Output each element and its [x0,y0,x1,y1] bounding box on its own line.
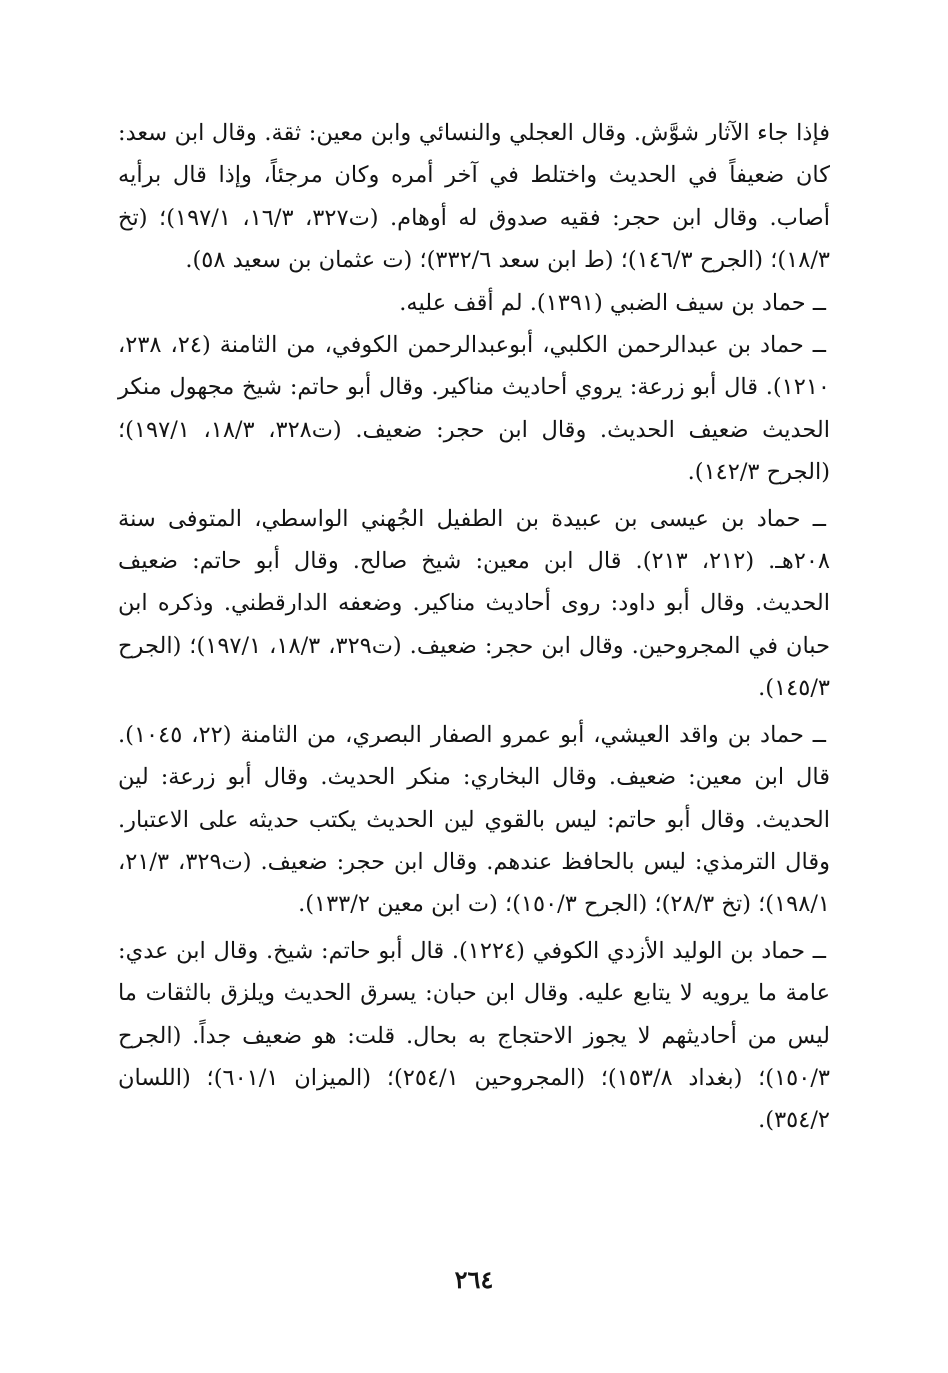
main-text-block [118,112,830,1142]
paragraph-continuation: فإذا جاء الآثار شوَّش. وقال العجلي والنسائي وابن معين: ثقة. وقال ابن سعد: كان ضعيفاً في الحديث واختلط في آخر أمره وكان مرجئاً، وإذا قال برأيه أصاب. وقال ابن حجر: فقيه صدوق له أوهام. (ت٣٢٧، ١٦/٣، ١٩٧/١)؛ (تخ ١٨/٣)؛ (الجرح ١٤٦/٣)؛ (ط ابن سعد ٣٣٢/٦)؛ (ت عثمان بن سعيد ٥٨). [118,120,830,274]
entry-hammad-ibn-isa: ــ حماد بن عيسى بن عبيدة بن الطفيل الجُهني الواسطي، المتوفى سنة ٢٠٨هـ. (٢١٢، ٢١٣). قال ابن معين: شيخ صالح. وقال أبو حاتم: ضعيف الحديث. وقال أبو داود: روى أحاديث مناكير. وضعفه الدارقطني. وذكره ابن حبان في المجروحين. وقال ابن حجر: ضعيف. (ت٣٢٩، ١٨/٣، ١٩٧/١)؛ (الجرح ١٤٥/٣). [118,505,831,702]
page-number: ٢٦٤ [454,1265,494,1294]
entry-hammad-ibn-waqid: ــ حماد بن واقد العيشي، أبو عمرو الصفار البصري، من الثامنة (٢٢، ١٠٤٥). قال ابن معين: ضعيف. وقال البخاري: منكر الحديث. وقال أبو زرعة: لين الحديث. وقال أبو حاتم: ليس بالقوي لين الحديث يكتب حديثه على الاعتبار. وقال الترمذي: ليس بالحافظ عندهم. وقال ابن حجر: ضعيف. (ت٣٢٩، ٢١/٣، ١٩٨/١)؛ (تخ ٢٨/٣)؛ (الجرح ١٥٠/٣)؛ (ت ابن معين ١٣٣/٢). [118,721,830,918]
entry-hammad-ibn-sayf: ــ حماد بن سيف الضبي (١٣٩١). لم أقف عليه. [399,289,826,316]
entry-hammad-ibn-abdulrahman: ــ حماد بن عبدالرحمن الكلبي، أبوعبدالرحمن الكوفي، من الثامنة (٢٤، ٢٣٨، ١٢١٠). قال أبو زرعة: يروي أحاديث مناكير. وقال أبو حاتم: شيخ مجهول منكر الحديث ضعيف الحديث. وقال ابن حجر: ضعيف. (ت٣٢٨، ١٨/٣، ١٩٧/١)؛ (الجرح ١٤٢/٣). [118,332,830,486]
entry-hammad-ibn-al-walid: ــ حماد بن الوليد الأزدي الكوفي (١٢٢٤). قال أبو حاتم: شيخ. وقال ابن عدي: عامة ما يرويه لا يتابع عليه. وقال ابن حبان: يسرق الحديث ويلزق بالثقات ما ليس من أحاديثهم لا يجوز الاحتجاج به بحال. قلت: هو ضعيف جداً. (الجرح ١٥٠/٣)؛ (بغداد ١٥٣/٨)؛ (المجروحين ٢٥٤/١)؛ (الميزان ٦٠١/١)؛ (اللسان ٣٥٤/٢). [118,937,830,1134]
